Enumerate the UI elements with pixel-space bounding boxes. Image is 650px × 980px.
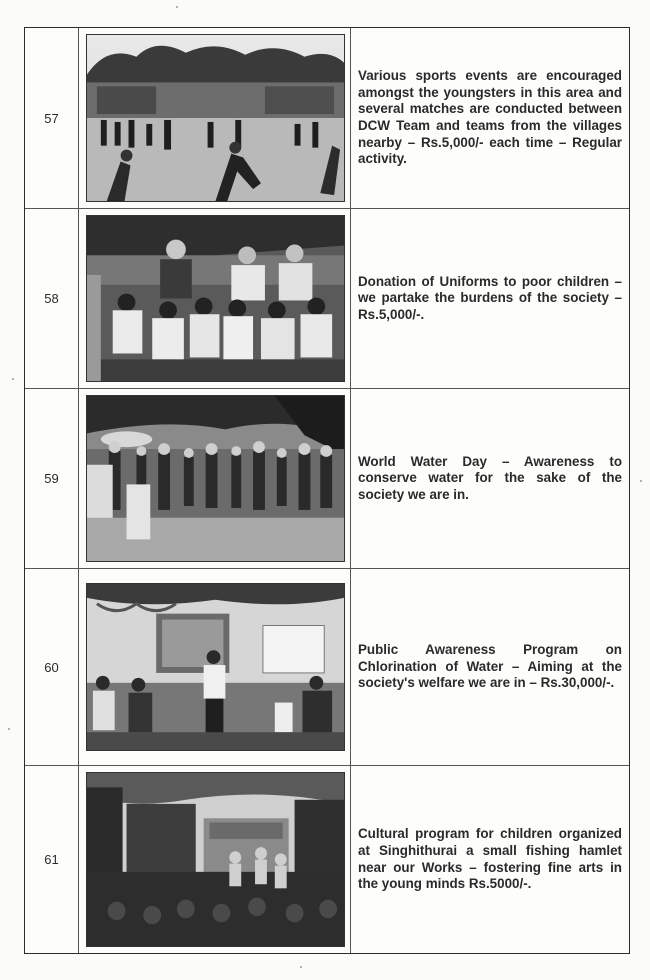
- activities-table: [24, 27, 630, 954]
- scan-speck: [640, 480, 642, 482]
- row-number-text: 61: [44, 852, 59, 867]
- photo-cell: [79, 569, 351, 766]
- row-description: [351, 209, 629, 389]
- row-description: [351, 766, 629, 953]
- photo-cell: [79, 28, 351, 209]
- row-description: [351, 28, 629, 209]
- scan-speck: [300, 966, 302, 968]
- awareness-program-photo: [86, 583, 345, 751]
- row-number: [25, 389, 79, 569]
- row-number: [25, 569, 79, 766]
- row-number: [25, 28, 79, 209]
- scan-speck: [176, 6, 178, 8]
- row-number-text: 58: [44, 291, 59, 306]
- photo-cell: [79, 209, 351, 389]
- cultural-program-photo: [86, 772, 345, 947]
- row-number-text: 57: [44, 110, 59, 126]
- photo-cell: [79, 766, 351, 953]
- description-text: Public Awareness Program on Chlorination of Water – Aiming at the society's welfare we are in – Rs.30,000/-.: [358, 642, 622, 691]
- description-text: Various sports events are encouraged amongst the youngsters in this area and several matches are conducted between DCW Team and teams from the villages nearby – Rs.5,000/- each time – Regular activity.: [358, 68, 622, 167]
- description-text: Donation of Uniforms to poor children – we partake the burdens of the society – Rs.5,000/-.: [358, 273, 622, 322]
- uniform-donation-photo: [86, 215, 345, 382]
- scan-speck: [12, 378, 14, 380]
- row-number: [25, 766, 79, 953]
- sports-match-photo: [86, 34, 345, 202]
- row-number-text: 60: [44, 659, 59, 675]
- row-number: [25, 209, 79, 389]
- row-description: [351, 389, 629, 569]
- photo-cell: [79, 389, 351, 569]
- description-text: World Water Day – Awareness to conserve water for the sake of the society we are in.: [358, 453, 622, 502]
- scan-speck: [8, 728, 10, 730]
- row-description: [351, 569, 629, 766]
- description-text: Cultural program for children organized at Singhithurai a small fishing hamlet near our Works – fostering fine arts in the young minds Rs.5000/-.: [358, 826, 622, 892]
- water-day-crowd-photo: [86, 395, 345, 562]
- row-number-text: 59: [44, 471, 59, 486]
